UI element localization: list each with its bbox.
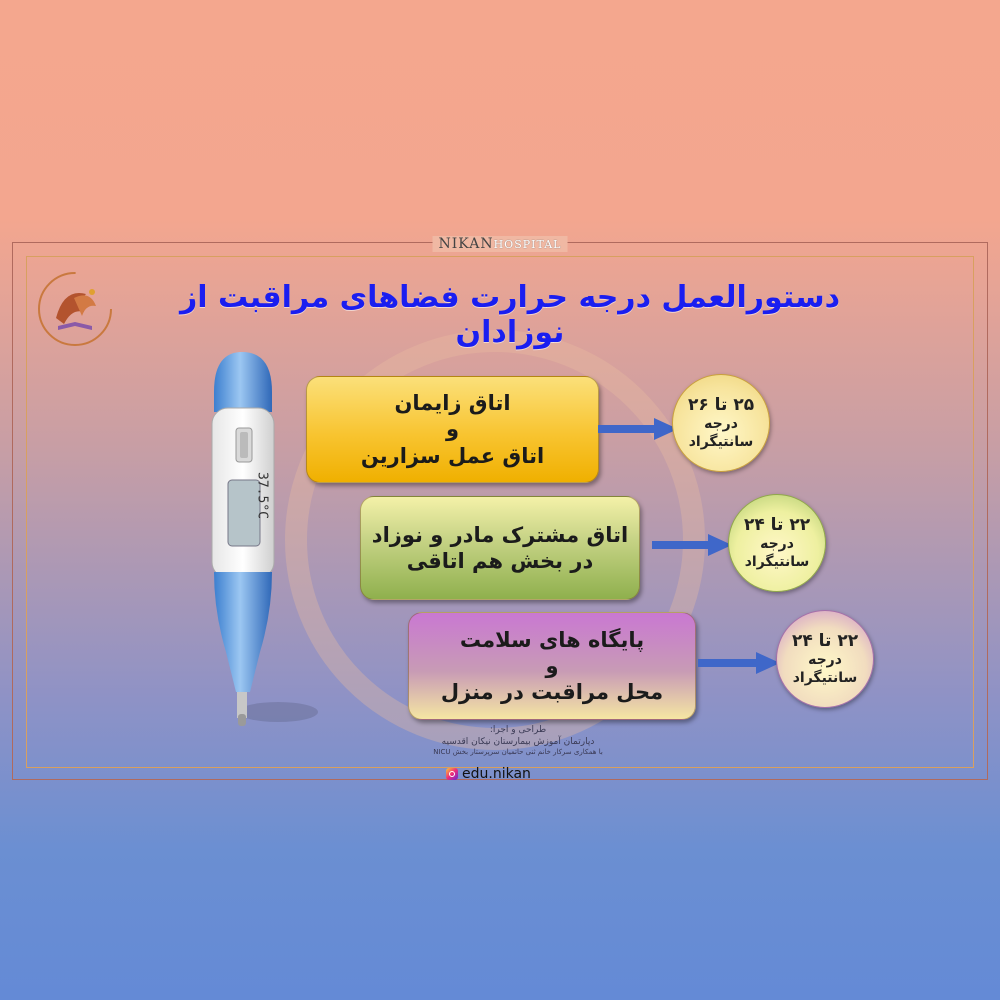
room-box-delivery bbox=[306, 376, 599, 483]
temperature-circle bbox=[776, 610, 874, 708]
brand-name: NIKAN bbox=[438, 236, 494, 252]
room-label: محل مراقبت در منزل bbox=[440, 680, 664, 705]
temperature-range: ۲۲ تا ۲۴ bbox=[743, 514, 811, 535]
instagram-link[interactable] bbox=[446, 766, 531, 782]
credits-department: دپارتمان آموزش بیمارستان نیکان اقدسیه bbox=[441, 737, 595, 748]
room-box-rooming-in bbox=[360, 496, 640, 600]
temperature-range: ۲۵ تا ۲۶ bbox=[687, 394, 755, 415]
room-conjunction: و bbox=[545, 653, 559, 678]
brand-header bbox=[433, 236, 568, 252]
room-label: پایگاه های سلامت bbox=[459, 627, 645, 652]
arrow-right-icon bbox=[652, 538, 732, 552]
temperature-circle bbox=[728, 494, 826, 592]
hospital-logo-icon bbox=[34, 268, 116, 350]
room-conjunction: و bbox=[445, 417, 460, 442]
room-label: اتاق زایمان bbox=[394, 391, 511, 416]
room-label: در بخش هم اتاقی bbox=[406, 549, 594, 573]
thermometer-display: 37.5°C bbox=[254, 472, 270, 519]
instagram-icon bbox=[446, 768, 458, 780]
temperature-unit: درجه bbox=[704, 416, 738, 433]
thermometer-icon bbox=[200, 352, 320, 762]
room-box-health-center bbox=[408, 612, 696, 720]
temperature-range: ۲۲ تا ۲۴ bbox=[791, 630, 859, 651]
credits-heading: طراحی و اجرا: bbox=[489, 725, 547, 735]
room-label: اتاق عمل سزارین bbox=[360, 443, 545, 468]
temperature-unit: درجه bbox=[760, 536, 794, 553]
temperature-unit: سانتیگراد bbox=[688, 433, 754, 450]
credits-collaborator: با همکاری سرکار خانم ثنی حاتمیان سرپرستار بخش NICU bbox=[433, 748, 603, 757]
brand-suffix: HOSPITAL bbox=[493, 238, 562, 251]
arrow-right-icon bbox=[598, 422, 678, 436]
temperature-unit: درجه bbox=[808, 652, 842, 669]
credits bbox=[408, 724, 628, 758]
arrow-right-icon bbox=[698, 656, 780, 670]
room-label: اتاق مشترک مادر و نوزاد bbox=[371, 522, 629, 547]
temperature-circle bbox=[672, 374, 770, 472]
temperature-unit: سانتیگراد bbox=[744, 553, 810, 570]
temperature-unit: سانتیگراد bbox=[792, 669, 858, 686]
instagram-handle: edu.nikan bbox=[462, 766, 531, 782]
page-title: دستورالعمل درجه حرارت فضاهای مراقبت از نوزادان bbox=[179, 280, 841, 350]
